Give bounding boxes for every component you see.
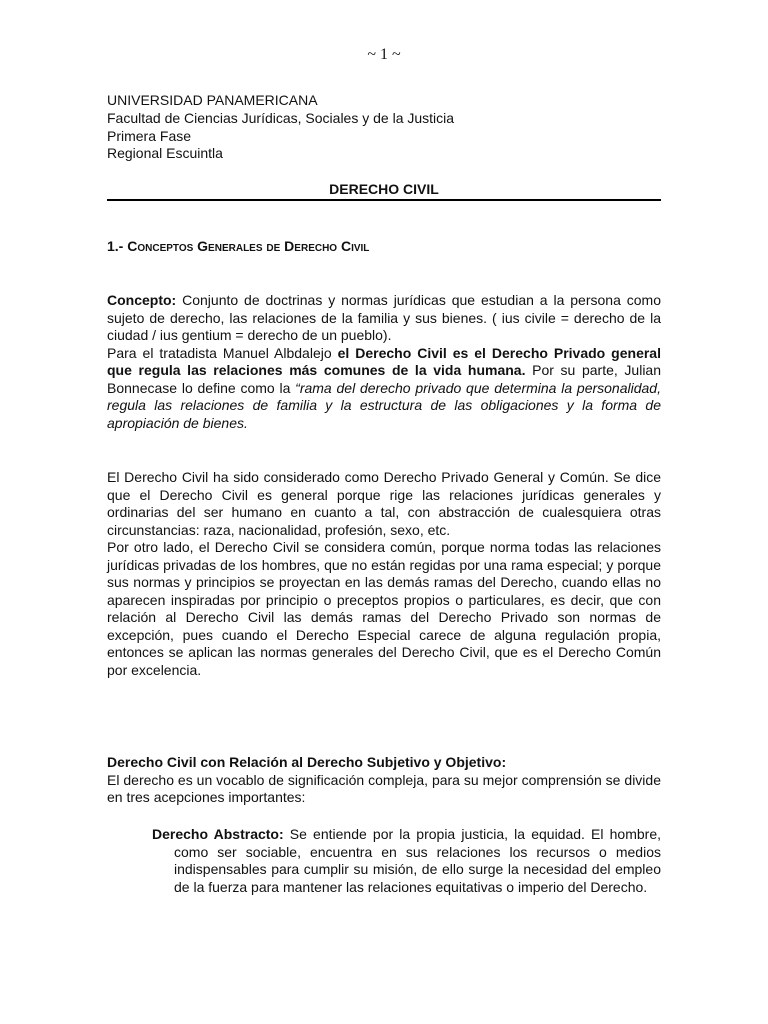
derecho-abstracto-item — [152, 826, 661, 896]
albdalejo-intro: Para el tratadista Manuel Albdalejo — [107, 344, 338, 361]
section-number: 1.- — [107, 238, 124, 254]
document-title: DERECHO CIVIL — [329, 181, 439, 197]
title-divider — [107, 199, 661, 201]
derecho-abstracto-paragraph — [152, 826, 661, 896]
general-paragraph: El Derecho Civil ha sido considerado como Derecho Privado General y Común. Se dice que el Derecho Civil es general porque rige las relaciones jurídicas generales y ordinarias del ser humano en cuanto a tal, con abstracción de cualesquiera otras circunstancias: raza, nacionalidad, profesión, sexo, etc. — [107, 469, 661, 538]
regional-label: Regional Escuintla — [107, 145, 223, 162]
subsection-heading-text: Derecho Civil con Relación al Derecho Subjetivo y Objetivo: — [107, 754, 507, 770]
concepto-block — [107, 292, 661, 432]
university-name: UNIVERSIDAD PANAMERICANA — [107, 92, 318, 108]
derecho-abstracto-label: Derecho Abstracto: — [152, 826, 284, 842]
page-number: ~ 1 ~ — [367, 46, 401, 63]
concepto-definition: Conjunto de doctrinas y normas jurídicas que estudian a la persona como sujeto de derecho, las relaciones de la familia y sus bienes. ( ius civile = derecho de la ciudad / ius gentium = derecho de un pueblo). — [107, 292, 661, 343]
section-title: Conceptos Generales de Derecho Civil — [127, 238, 370, 254]
acepciones-intro: El derecho es un vocablo de significación compleja, para su mejor comprensión se divide en tres acepciones importantes: — [107, 771, 661, 805]
authors-paragraph — [107, 345, 661, 433]
phase-label: Primera Fase — [107, 127, 192, 144]
section-heading — [107, 238, 369, 256]
concepto-paragraph — [107, 292, 661, 345]
bonnecase-intro: Por su parte, Julian Bonnecase lo define como la — [107, 362, 661, 396]
concepto-label: Concepto: — [107, 292, 177, 308]
institution-header — [107, 92, 661, 163]
bonnecase-quote: “rama del derecho privado que determina la personalidad, regula las relaciones de familia y la estructura de las obligaciones y la forma de apropiación de bienes. — [107, 379, 661, 431]
subjetivo-objetivo-block — [107, 754, 661, 807]
derecho-abstracto-text: Se entiende por la propia justicia, la equidad. El hombre, como ser sociable, encuentra en sus relaciones los recursos o medios indispensables para cumplir su misión, de ello surge la necesidad del empleo de la fuerza para mantener las relaciones equitativas o imperio del Derecho. — [174, 826, 662, 895]
general-block — [107, 469, 661, 679]
albdalejo-definition: el Derecho Civil es el Derecho Privado general que regula las relaciones más comunes de la vida humana. — [107, 344, 661, 378]
subsection-heading — [107, 754, 661, 772]
comun-paragraph: Por otro lado, el Derecho Civil se considera común, porque norma todas las relaciones jurídicas privadas de los hombres, que no están regidas por una rama especial; y porque sus normas y principios se proyectan en las demás ramas del Derecho, cuando ellas no aparecen inspiradas por principio o preceptos propios o particulares, es decir, que con relación al Derecho Civil las demás ramas del Derecho Privado son normas de excepción, pues cuando el Derecho Especial carece de alguna regulación propia, entonces se aplican las normas generales del Derecho Civil, que es el Derecho Común por excelencia. — [107, 539, 661, 678]
faculty-name: Facultad de Ciencias Jurídicas, Sociales y de la Justicia — [107, 109, 455, 126]
